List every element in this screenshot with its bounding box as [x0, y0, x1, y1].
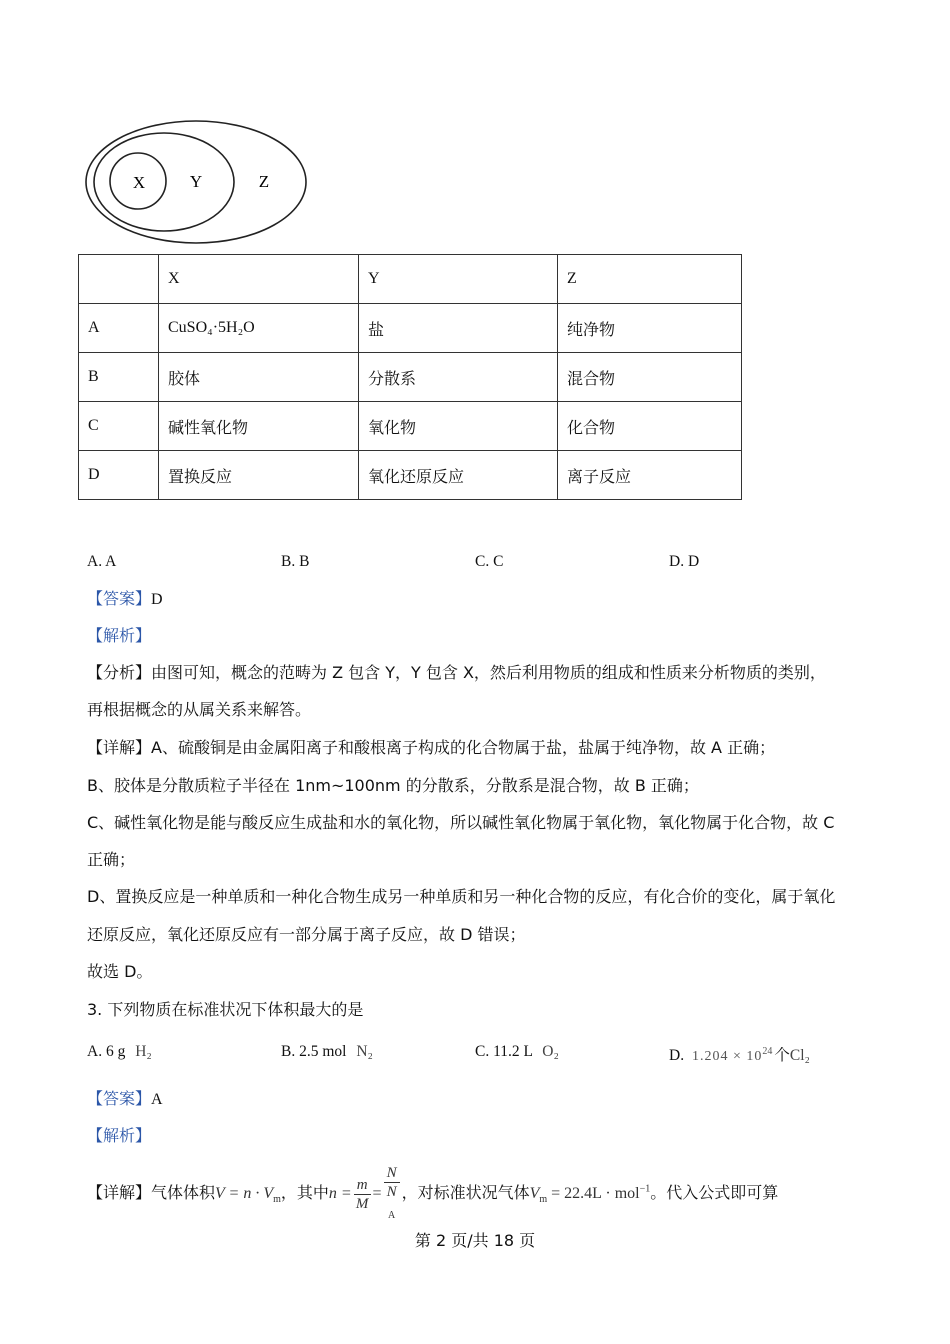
option-formula: N₂ [356, 1043, 373, 1060]
table-cell: 离子反应 [558, 451, 742, 500]
option-prefix: B. 2.5 mol [281, 1043, 347, 1060]
table-row [79, 304, 742, 353]
q2-option-d: D. D [669, 553, 700, 570]
table-row [79, 353, 742, 402]
q2-option-a: A. A [87, 553, 117, 570]
detail-text: A、硫酸铜是由金属阳离子和酸根离子构成的化合物属于盐，盐属于纯净物，故 A 正确； [151, 738, 776, 757]
table-header-row [79, 255, 742, 304]
formula-volume [215, 1185, 281, 1206]
q2-detail-d1: D、置换反应是一种单质和一种化合物生成另一种单质和另一种化合物的反应，有化合价的变化，属于氧化 [87, 887, 836, 906]
formula-sub: m [539, 1194, 548, 1206]
table-cell: 盐 [359, 304, 558, 353]
fenxi-text: 由图可知，概念的范畴为 Z 包含 Y，Y 包含 X，然后利用物质的组成和性质来分析物质的类别， [151, 663, 826, 682]
option-formula: Cl₂ [789, 1047, 810, 1065]
option-formula: H₂ [135, 1043, 152, 1060]
table-cell: 分散系 [359, 353, 558, 402]
q3-option-c [475, 1041, 559, 1063]
table-cell: 化合物 [558, 402, 742, 451]
table-cell: 氧化还原反应 [359, 451, 558, 500]
fraction-denominator: M [355, 1196, 369, 1212]
answer-value: D [151, 591, 163, 608]
equals-sign: = [372, 1185, 382, 1203]
option-exponent: 24 [762, 1046, 773, 1057]
analysis-tag: 【解析】 [87, 626, 152, 645]
q2-conclusion: 故选 D。 [87, 962, 153, 981]
formula-value: = 22.4L · mol [551, 1185, 640, 1203]
formula-text: V = n · V [215, 1185, 274, 1203]
venn-label-z: Z [258, 172, 270, 191]
analysis-tag: 【解析】 [87, 1126, 152, 1145]
table-cell: 氧化物 [359, 402, 558, 451]
detail-text: 气体体积 [151, 1183, 216, 1203]
detail-text: ，对标准状况气体 [401, 1183, 530, 1203]
q2-answer-line [87, 588, 163, 611]
option-formula: O₂ [542, 1043, 559, 1060]
table-cell: 碱性氧化物 [159, 402, 359, 451]
denominator-text: N [386, 1184, 397, 1200]
xiangjie-label: 【详解】 [87, 1183, 152, 1203]
table-cell: 混合物 [558, 353, 742, 402]
q3-option-d [669, 1041, 810, 1068]
venn-diagram [84, 118, 314, 248]
table-cell: Y [359, 255, 558, 304]
table-cell: D [79, 451, 159, 500]
q2-fenxi-line-2: 再根据概念的从属关系来解答。 [87, 700, 312, 719]
option-prefix: D. [669, 1047, 685, 1065]
q2-fenxi-line [87, 662, 826, 684]
formula-sub: m [273, 1194, 281, 1206]
q3-option-b [281, 1041, 373, 1063]
middle-ellipse [94, 133, 234, 231]
table-cell: B [79, 353, 159, 402]
q2-option-b: B. B [281, 553, 310, 570]
option-prefix: C. 11.2 L [475, 1043, 533, 1060]
answer-tag: 【答案】 [87, 1089, 152, 1108]
q3-detail-line [87, 1164, 778, 1225]
table-cell: CuSO₄·5H₂O [159, 304, 359, 353]
q2-detail-b: B、胶体是分散质粒子半径在 1nm~100nm 的分散系，分散系是混合物，故 B 正确； [87, 776, 699, 795]
fraction-denominator [384, 1183, 400, 1225]
fraction-numerator: N [384, 1164, 400, 1183]
fraction-N-over-NA [384, 1164, 400, 1225]
formula-text: V [529, 1185, 540, 1203]
fenxi-label: 【分析】 [87, 663, 152, 682]
table-cell [79, 255, 159, 304]
option-number: 1.204 × 10 [691, 1049, 763, 1065]
table-cell: 纯净物 [558, 304, 742, 353]
detail-text: ，其中 [280, 1183, 329, 1203]
denominator-sub: A [387, 1210, 396, 1221]
fraction-numerator: m [354, 1176, 371, 1195]
option-unit: 个 [774, 1046, 790, 1065]
table-cell: C [79, 402, 159, 451]
q3-answer-line [87, 1088, 163, 1111]
formula-exponent: −1 [639, 1183, 651, 1195]
venn-label-y: Y [189, 172, 203, 191]
table-cell: 置换反应 [159, 451, 359, 500]
xiangjie-label: 【详解】 [87, 738, 152, 757]
q2-detail-d2: 还原反应，氧化还原反应有一部分属于离子反应，故 D 错误； [87, 925, 526, 944]
q2-detail-a [87, 737, 775, 759]
q3-option-a [87, 1041, 152, 1063]
table-cell: X [159, 255, 359, 304]
answer-value: A [151, 1091, 163, 1108]
formula-moles [328, 1165, 402, 1221]
q2-detail-c1: C、碱性氧化物是能与酸反应生成盐和水的氧化物，所以碱性氧化物属于氧化物，氧化物属于化合物，故 C [87, 813, 835, 832]
venn-label-x: X [132, 173, 146, 192]
classification-table [78, 254, 742, 500]
q2-detail-c2: 正确； [87, 850, 136, 869]
q3-analysis-tag-line [87, 1125, 151, 1147]
q3-stem: 3. 下列物质在标准状况下体积最大的是 [87, 1000, 364, 1019]
formula-text: n = [328, 1185, 352, 1203]
q2-analysis-tag-line [87, 625, 151, 647]
table-cell: A [79, 304, 159, 353]
detail-text: 。代入公式即可算 [650, 1183, 779, 1203]
table-row [79, 451, 742, 500]
table-cell: 胶体 [159, 353, 359, 402]
table-row [79, 402, 742, 451]
q2-option-c: C. C [475, 553, 504, 570]
fraction-m-over-M [354, 1176, 371, 1213]
answer-tag: 【答案】 [87, 589, 152, 608]
table-cell: Z [558, 255, 742, 304]
option-prefix: A. 6 g [87, 1043, 126, 1060]
formula-molar-volume [529, 1183, 651, 1206]
page-footer: 第 2 页/共 18 页 [414, 1231, 536, 1250]
